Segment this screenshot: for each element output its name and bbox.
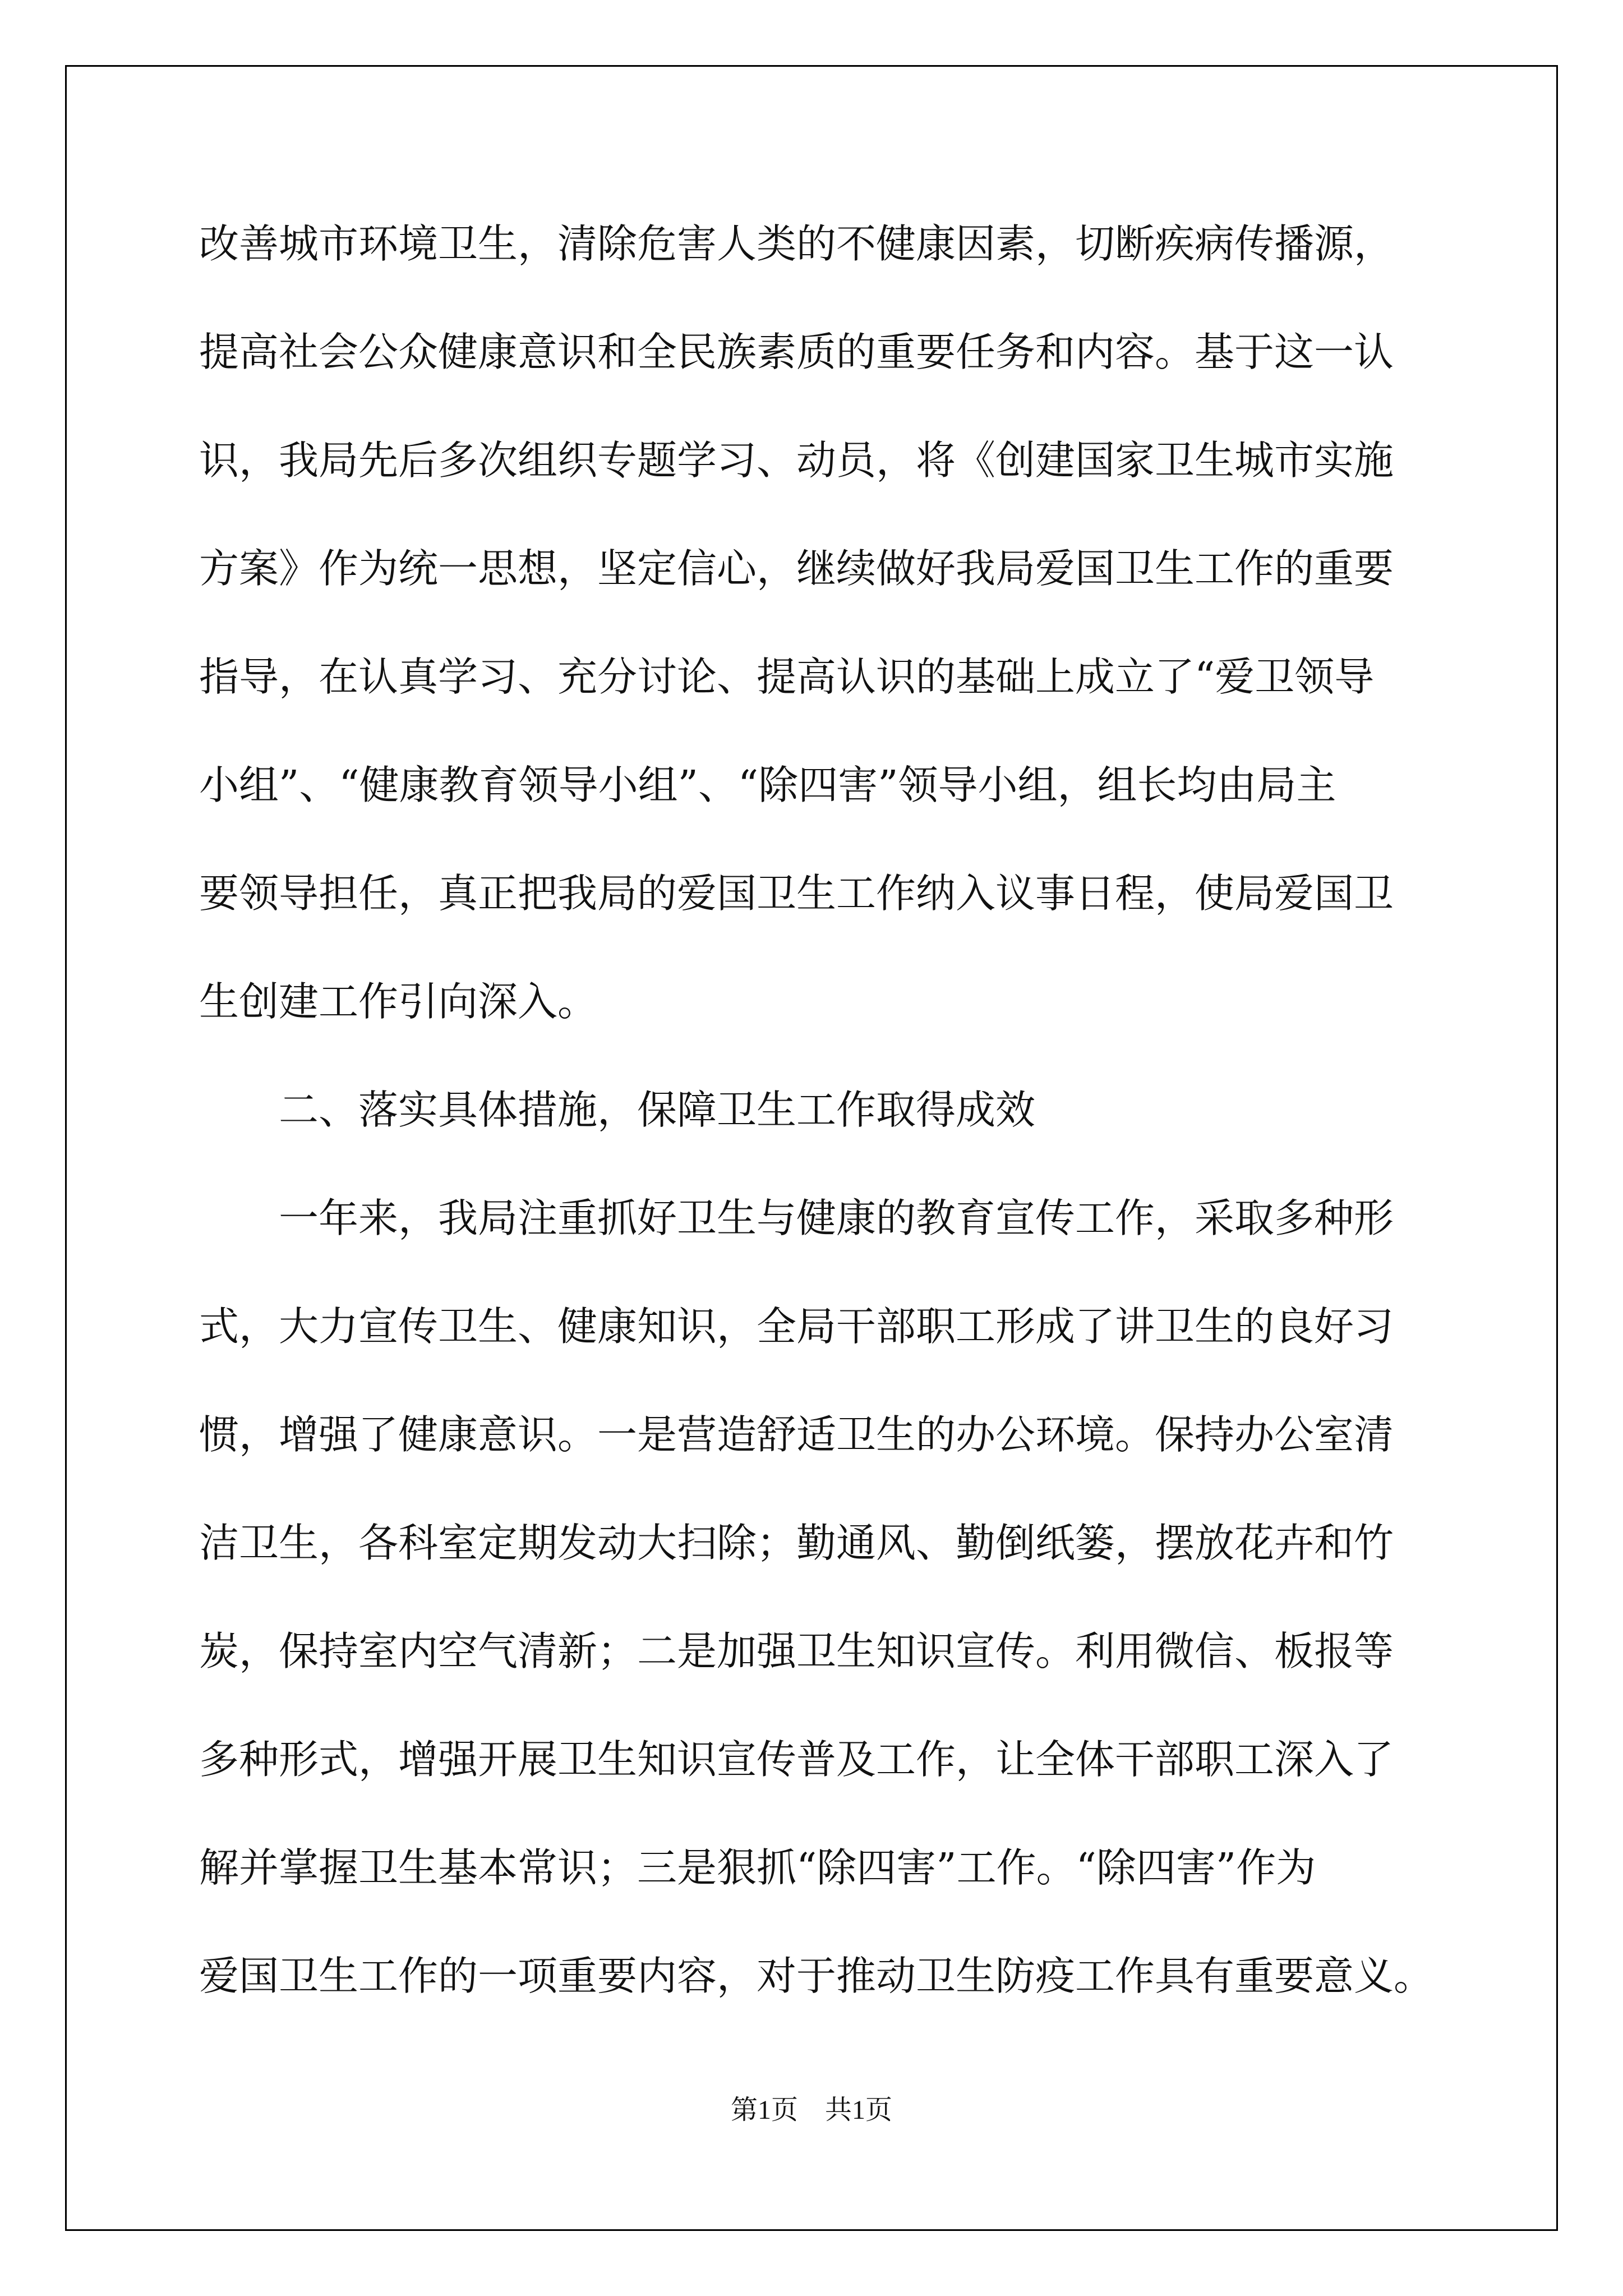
text-line: 炭，保持室内空气清新；二是加强卫生知识宣传。利用微信、板报等 [199,1628,1394,1674]
text-line: 爱国卫生工作的一项重要内容，对于推动卫生防疫工作具有重要意义。 [199,1953,1434,1999]
text-line: 生创建工作引向深入。 [199,978,598,1025]
text-line: 式，大力宣传卫生、健康知识，全局干部职工形成了讲卫生的良好习 [199,1303,1394,1350]
text-line: 解并掌握卫生基本常识；三是狠抓“除四害”工作。“除四害”作为 [199,1844,1316,1891]
text-line: 洁卫生，各科室定期发动大扫除；勤通风、勤倒纸篓，摆放花卉和竹 [199,1520,1394,1566]
section-heading: 二、落实具体措施，保障卫生工作取得成效 [279,1087,1036,1133]
text-line: 要领导担任，真正把我局的爱国卫生工作纳入议事日程，使局爱国卫 [199,870,1394,917]
text-line: 一年来，我局注重抓好卫生与健康的教育宣传工作，采取多种形 [279,1195,1394,1241]
page-border [65,65,1558,2231]
text-line: 提高社会公众健康意识和全民族素质的重要任务和内容。基于这一认 [199,329,1394,375]
text-line: 方案》作为统一思想，坚定信心，继续做好我局爱国卫生工作的重要 [199,545,1394,592]
text-line: 指导，在认真学习、充分讨论、提高认识的基础上成立了“爱卫领导 [199,654,1375,700]
page-footer: 第1页 共1页 [730,2095,892,2125]
text-line: 多种形式，增强开展卫生知识宣传普及工作，让全体干部职工深入了 [199,1736,1394,1783]
text-line: 改善城市环境卫生，清除危害人类的不健康因素，切断疾病传播源， [199,220,1394,267]
text-line: 小组”、“健康教育领导小组”、“除四害”领导小组，组长均由局主 [199,762,1336,808]
text-line: 识，我局先后多次组织专题学习、动员，将《创建国家卫生城市实施 [199,437,1394,484]
text-line: 惯，增强了健康意识。一是营造舒适卫生的办公环境。保持办公室清 [199,1411,1394,1458]
